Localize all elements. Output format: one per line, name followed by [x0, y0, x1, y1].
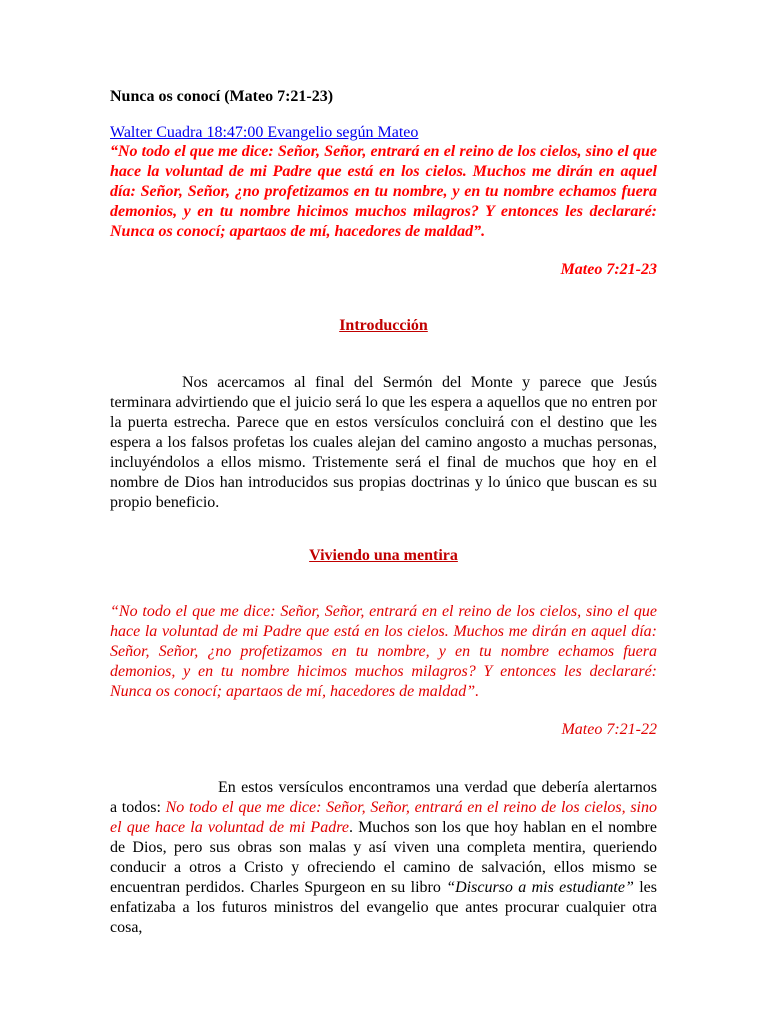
- epigraph-reference: Mateo 7:21-23: [560, 261, 657, 278]
- scripture-quote: “No todo el que me dice: Señor, Señor, entrará en el reino de los cielos, sino el que hace la voluntad de mi Padre que está en los cielos. Muchos me dirán en aquel día: Señor, Señor, ¿no profetizamos en tu nombre, y en tu nombre echamos fuera demonios, y en tu nombre hicimos muchos milagros? Y entonces les declararé: Nunca os conocí; apartaos de mí, hacedores de maldad”.: [110, 603, 657, 700]
- inline-scripture-quote: No todo el que me dice: Señor, Señor, entrará en el reino de los cielos, sino el que hace la voluntad de mi Padre: [110, 799, 657, 836]
- epigraph-quote: “No todo el que me dice: Señor, Señor, entrará en el reino de los cielos, sino el que hace la voluntad de mi Padre que está en los cielos. Muchos me dirán en aquel día: Señor, Señor, ¿no profetizamos en tu nombre, y en tu nombre echamos fuera demonios, y en tu nombre hicimos muchos milagros? Y entonces les declararé: Nunca os conocí; apartaos de mí, hacedores de maldad”.: [110, 143, 657, 240]
- section-heading-viviendo-una-mentira: Viviendo una mentira: [309, 547, 458, 564]
- body-text-part2: . Muchos son los que hoy hablan en el nombre de Dios, pero sus obras son malas y así viven una completa mentira, queriendo conducir a otros a Cristo y ofreciendo el camino de salvación, ellos mismo se encuentran perdidos. Charles Spurgeon en su libro: [110, 819, 657, 896]
- body-paragraph: [110, 778, 657, 938]
- scripture-reference: Mateo 7:21-22: [561, 721, 657, 738]
- section-heading-introduccion: Introducción: [339, 317, 428, 334]
- byline: [110, 124, 657, 142]
- intro-paragraph: [110, 373, 657, 513]
- body-text-part3: les enfatizaba a los futuros ministros del evangelio que antes procurar cualquier otra cosa,: [110, 879, 657, 936]
- author-link[interactable]: Walter Cuadra 18:47:00 Evangelio según Mateo: [110, 124, 419, 141]
- document-title: Nunca os conocí (Mateo 7:21-23): [110, 88, 334, 105]
- body-text-part1: En estos versículos encontramos una verdad que debería alertarnos a todos:: [110, 779, 657, 816]
- book-title: “Discurso a mis estudiante”: [446, 879, 634, 896]
- intro-paragraph-text: Nos acercamos al final del Sermón del Monte y parece que Jesús terminara advirtiendo que el juicio será lo que les espera a aquellos que no entren por la puerta estrecha. Parece que en estos versículos concluirá con el destino que les espera a los falsos profetas los cuales alejan del camino angosto a muchas personas, incluyéndolos a ellos mismo. Tristemente será el final de muchos que hoy en el nombre de Dios han introducidos sus propias doctrinas y lo único que buscan es su propio beneficio.: [110, 374, 657, 511]
